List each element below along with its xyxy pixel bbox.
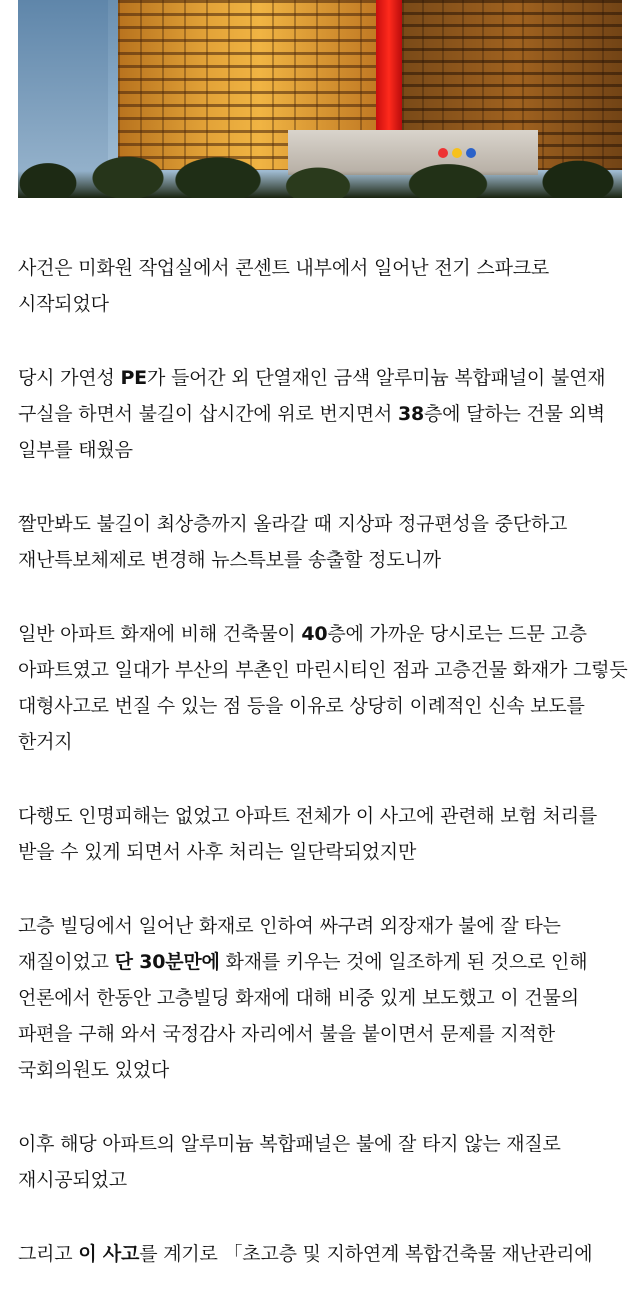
article-paragraph [18,616,628,760]
paragraph-text: 사건은 미화원 작업실에서 콘센트 내부에서 일어난 전기 스파크로 시작되었다 [18,257,550,315]
article-paragraph [18,908,628,1088]
bold-text: PE [120,367,147,389]
article-paragraph [18,1236,628,1272]
building-fire-photo [18,0,622,198]
paragraph-text: 짤만봐도 불길이 최상층까지 올라갈 때 지상파 정규편성을 중단하고 재난특보체제로 변경해 뉴스특보를 송출할 정도니까 [18,513,568,571]
article-paragraph [18,506,628,578]
paragraph-text: 가 들어간 외 단열재인 금색 알루미늄 복합패널이 불연재 구실을 하면서 불길이 삽시간에 위로 번지면서 [18,367,606,425]
paragraph-text: 를 계기로 「초고층 및 지하연계 복합건축물 재난관리에 [139,1243,593,1265]
tree-silhouettes [18,138,622,198]
bold-text: 단 30분만에 [114,951,220,973]
paragraph-text: 화재를 키우는 것에 일조하게 된 것으로 인해 언론에서 한동안 고층빌딩 화재에 대해 비중 있게 보도했고 이 건물의 파편을 구해 와서 국정감사 자리에서 불을 붙이면서 문제를 지적한 국회의원도 있었다 [18,951,588,1081]
paragraph-text: 당시 가연성 [18,367,121,389]
paragraph-text: 층에 달하는 건물 외벽 일부를 태웠음 [18,403,605,461]
paragraph-text: 일반 아파트 화재에 비해 건축물이 [18,623,302,645]
bold-text: 38 [397,403,425,425]
paragraph-text: 고층 빌딩에서 일어난 화재로 인하여 싸구려 외장재가 불에 잘 타는 재질이었고 [18,915,561,973]
paragraph-text: 층에 가까운 당시로는 드문 고층 아파트였고 일대가 부산의 부촌인 마린시티인 점과 고층건물 화재가 그렇듯 대형사고로 번질 수 있는 점 등을 이유로 상당히 이례적인 신속 보도를 한거지 [18,623,628,753]
paragraph-text: 그리고 [18,1243,79,1265]
paragraph-text: 이후 해당 아파트의 알루미늄 복합패널은 불에 잘 타지 않는 재질로 재시공되었고 [18,1133,561,1191]
article-paragraph [18,250,628,322]
article-paragraph [18,360,628,468]
paragraph-text: 다행도 인명피해는 없었고 아파트 전체가 이 사고에 관련해 보험 처리를 받을 수 있게 되면서 사후 처리는 일단락되었지만 [18,805,598,863]
article-paragraph [18,1126,628,1198]
red-facade-stripe [376,0,402,132]
article-body [18,250,628,1310]
article-paragraph [18,798,628,870]
bold-text: 이 사고 [78,1243,140,1265]
bold-text: 40 [301,623,328,645]
